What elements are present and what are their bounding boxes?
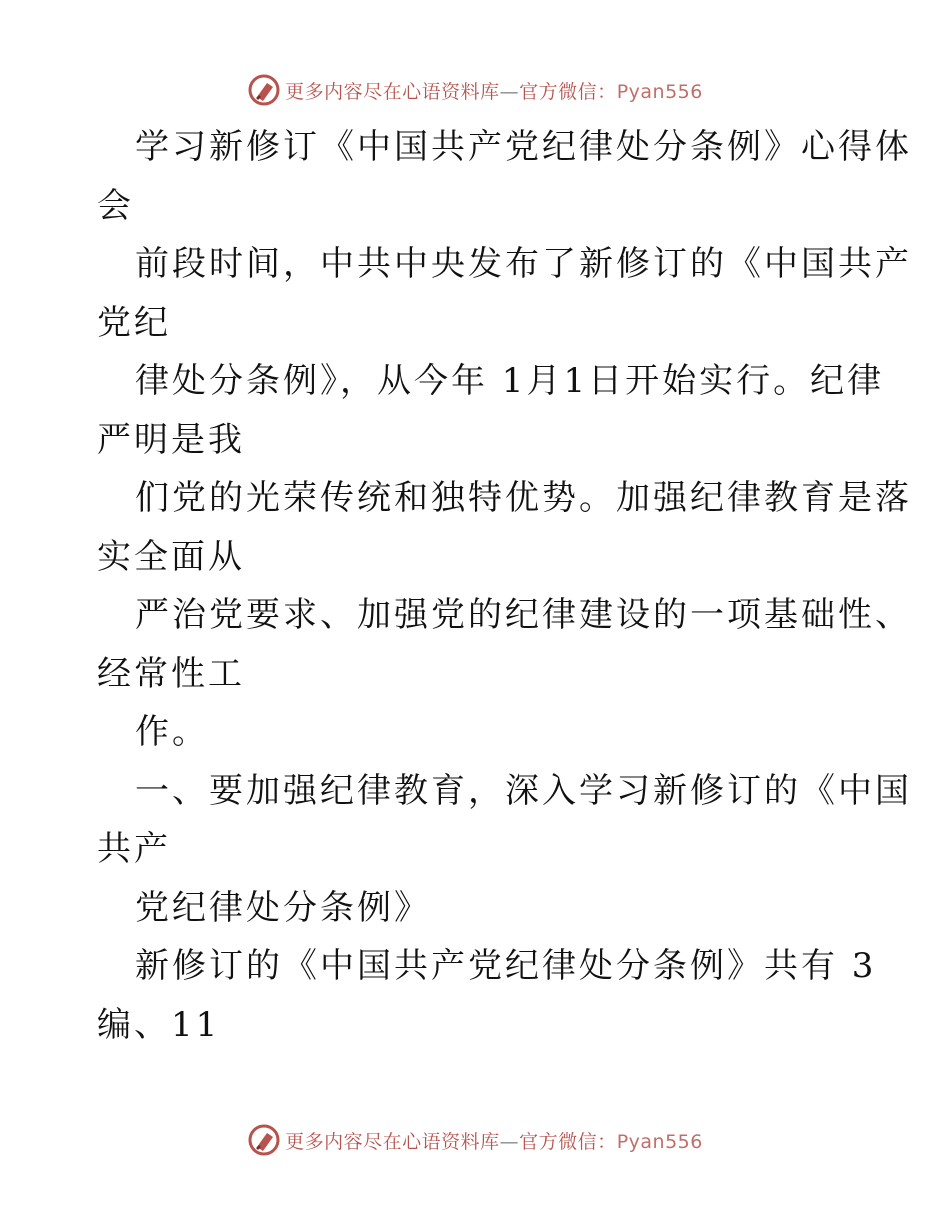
document-line: 共产 [97, 829, 171, 869]
watermark-account: Pyan556 [616, 80, 703, 103]
document-body [97, 118, 912, 1054]
pen-nib-logo-icon [247, 1123, 281, 1157]
document-line: 律处分条例》，从今年 1月1日开始实行。纪律 [135, 361, 885, 401]
watermark-dash: — [499, 1130, 520, 1153]
pen-nib-logo-icon [247, 73, 281, 107]
watermark-brand: 更多内容尽在心语资料库 [285, 80, 500, 103]
watermark-dash: — [499, 80, 520, 103]
document-line: 新修订的《中国共产党纪律处分条例》共有 3 [135, 946, 877, 986]
watermark-account: Pyan556 [616, 1130, 703, 1153]
document-line: 编、11 [97, 1004, 221, 1045]
document-line: 党纪律处分条例》 [135, 887, 431, 928]
watermark-label: 官方微信： [519, 1130, 617, 1153]
watermark-text [285, 1127, 703, 1154]
document-line: 经常性工 [97, 653, 245, 694]
document-line: 严治党要求、加强党的纪律建设的一项基础性、 [135, 595, 912, 635]
document-line: 会 [97, 185, 134, 226]
document-line: 党纪 [97, 302, 171, 343]
watermark-brand: 更多内容尽在心语资料库 [285, 1130, 500, 1153]
watermark-text [285, 77, 703, 104]
header-watermark [0, 70, 950, 110]
document-line: 前段时间，中共中央发布了新修订的《中国共产 [135, 244, 912, 284]
document-line: 作。 [135, 712, 209, 752]
document-line: 实全面从 [97, 536, 245, 577]
footer-watermark [0, 1120, 950, 1160]
document-line: 学习新修订《中国共产党纪律处分条例》心得体 [135, 127, 912, 167]
document-line: 严明是我 [97, 419, 245, 460]
document-line: 一、要加强纪律教育，深入学习新修订的《中国 [135, 770, 912, 811]
document-line: 们党的光荣传统和独特优势。加强纪律教育是落 [135, 478, 912, 518]
watermark-label: 官方微信： [519, 80, 617, 103]
